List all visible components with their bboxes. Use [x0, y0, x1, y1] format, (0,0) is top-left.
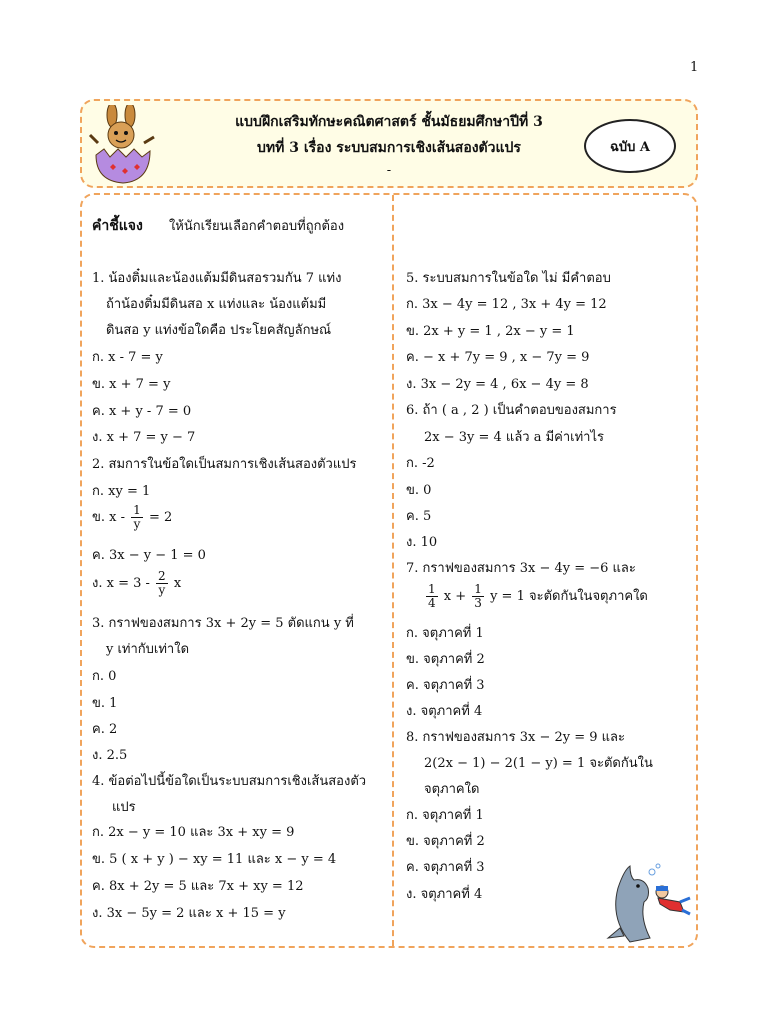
q6-stem-line2: 2x − 3y = 4 แล้ว a มีค่าเท่าไร [424, 430, 604, 445]
q2-choice-c: ค. 3x − y − 1 = 0 [92, 548, 206, 563]
q1-choice-c: ค. x + y - 7 = 0 [92, 404, 192, 419]
q1-stem-line3: ดินสอ y แท่งข้อใดคือ ประโยคสัญลักษณ์ [106, 323, 332, 338]
q6-choice-c: ค. 5 [406, 509, 432, 524]
q1-choice-d: ง. x + 7 = y − 7 [92, 430, 196, 445]
instructions-label: คำชี้แจง [92, 218, 143, 234]
q7-fraction-1 [426, 583, 438, 610]
q5-choice-c: ค. − x + 7y = 9 , x − 7y = 9 [406, 350, 590, 365]
q7-stem-equation [424, 581, 648, 613]
q2-choice-d-fraction [156, 570, 168, 597]
dolphin-and-diver-icon [600, 858, 692, 946]
q7-choice-b: ข. จตุภาคที่ 2 [406, 652, 485, 667]
q6-choice-a: ก. -2 [406, 456, 435, 471]
q2-choice-d-prefix: ง. x = 3 - [92, 576, 150, 591]
q2-d-denominator: y [158, 583, 166, 597]
q2-choice-b-fraction [131, 504, 143, 531]
q8-choice-b: ข. จตุภาคที่ 2 [406, 834, 485, 849]
q5-choice-a: ก. 3x − 4y = 12 , 3x + 4y = 12 [406, 297, 607, 312]
q1-stem-line1: 1. น้องติ๋มและน้องแต้มมีดินสอรวมกัน 7 แท่ง [92, 271, 342, 286]
q7-den-2: 3 [474, 596, 482, 610]
q7-stem-line1: 7. กราฟของสมการ 3x − 4y = −6 และ [406, 561, 636, 576]
q1-stem-line2: ถ้าน้องติ๋มมีดินสอ x แท่งและ น้องแต้มมี [106, 297, 327, 312]
q4-stem-line2: แปร [112, 800, 136, 815]
page-number: 1 [690, 60, 699, 75]
q4-choice-b: ข. 5 ( x + y ) − xy = 11 และ x − y = 4 [92, 852, 337, 867]
q4-stem-line1: 4. ข้อต่อไปนี้ข้อใดเป็นระบบสมการเชิงเส้นสองตัว [92, 774, 367, 789]
q5-choice-d: ง. 3x − 2y = 4 , 6x − 4y = 8 [406, 377, 589, 392]
q7-num-1: 1 [428, 582, 436, 596]
q4-choice-c: ค. 8x + 2y = 5 และ 7x + xy = 12 [92, 879, 304, 894]
q1-choice-a: ก. x - 7 = y [92, 350, 163, 365]
q7-fraction-2 [472, 583, 484, 610]
q5-stem: 5. ระบบสมการในข้อใด ไม่ มีคำตอบ [406, 271, 611, 286]
q7-num-2: 1 [474, 582, 482, 596]
q3-choice-a: ก. 0 [92, 669, 117, 684]
q3-choice-b: ข. 1 [92, 696, 118, 711]
q2-choice-b-prefix: ข. x - [92, 510, 126, 525]
q8-stem-line2: 2(2x − 1) − 2(1 − y) = 1 จะตัดกันใน [424, 756, 653, 771]
q2-choice-d [92, 569, 181, 599]
q1-choice-b: ข. x + 7 = y [92, 377, 171, 392]
chapter-title: บทที่ 3 เรื่อง ระบบสมการเชิงเส้นสองตัวแปร [257, 140, 521, 156]
q3-stem-line2: y เท่ากับเท่าใด [106, 642, 190, 657]
q7-choice-a: ก. จตุภาคที่ 1 [406, 626, 484, 641]
q3-choice-d: ง. 2.5 [92, 748, 128, 763]
instructions [92, 217, 344, 236]
q7-eq-suffix: y = 1 จะตัดกันในจตุภาคใด [490, 589, 648, 604]
question-box [80, 193, 698, 948]
q8-choice-a: ก. จตุภาคที่ 1 [406, 808, 484, 823]
q7-eq-mid: x + [443, 589, 467, 604]
q4-choice-a: ก. 2x − y = 10 และ 3x + xy = 9 [92, 825, 295, 840]
q6-choice-d: ง. 10 [406, 535, 438, 550]
header-dash: - [386, 163, 392, 178]
version-badge [584, 119, 676, 173]
q8-choice-c: ค. จตุภาคที่ 3 [406, 860, 485, 875]
q6-choice-b: ข. 0 [406, 483, 432, 498]
q8-stem-line1: 8. กราฟของสมการ 3x − 2y = 9 และ [406, 730, 625, 745]
header-box [80, 99, 698, 188]
q5-choice-b: ข. 2x + y = 1 , 2x − y = 1 [406, 324, 575, 339]
q2-b-numerator: 1 [133, 503, 141, 517]
column-divider [392, 195, 394, 946]
q2-choice-a: ก. xy = 1 [92, 484, 151, 499]
q2-stem: 2. สมการในข้อใดเป็นสมการเชิงเส้นสองตัวแปร [92, 457, 357, 472]
q7-den-1: 4 [428, 596, 436, 610]
worksheet-title: แบบฝึกเสริมทักษะคณิตศาสตร์ ชั้นมัธยมศึกษาปีที่ 3 [235, 114, 543, 130]
version-badge-label: ฉบับ A [610, 139, 650, 155]
q2-choice-b-suffix: = 2 [148, 510, 173, 525]
q3-choice-c: ค. 2 [92, 722, 118, 737]
q4-choice-d: ง. 3x − 5y = 2 และ x + 15 = y [92, 906, 286, 921]
q7-choice-d: ง. จตุภาคที่ 4 [406, 704, 483, 719]
q8-choice-d: ง. จตุภาคที่ 4 [406, 887, 483, 902]
q2-b-denominator: y [133, 517, 141, 531]
q2-choice-b [92, 503, 172, 533]
instructions-text: ให้นักเรียนเลือกคำตอบที่ถูกต้อง [168, 219, 345, 234]
q8-stem-line3: จตุภาคใด [424, 782, 480, 797]
q2-d-numerator: 2 [158, 569, 166, 583]
q2-choice-d-suffix: x [173, 576, 182, 591]
q3-stem-line1: 3. กราฟของสมการ 3x + 2y = 5 ตัดแกน y ที่ [92, 616, 354, 631]
q7-choice-c: ค. จตุภาคที่ 3 [406, 678, 485, 693]
q6-stem-line1: 6. ถ้า ( a , 2 ) เป็นคำตอบของสมการ [406, 403, 617, 418]
